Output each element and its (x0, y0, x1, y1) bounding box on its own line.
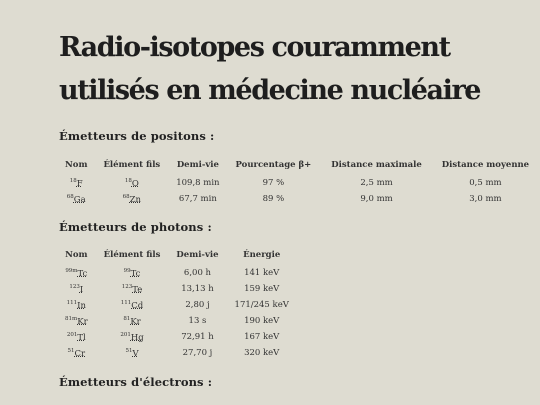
col-element-fils: Élément fils (103, 160, 161, 170)
table-row (57, 329, 297, 345)
col-pourcentage: Pourcentage β+ (235, 160, 312, 170)
col-nom: Nom (65, 160, 88, 170)
demi-vie-cell: 6,00 h (183, 268, 212, 278)
nom-cell (57, 265, 96, 281)
element-symbol[interactable]: Tc (77, 268, 88, 279)
section-heading-electrons: Émetteurs d'électrons : (59, 375, 213, 389)
mass-number: 51 (67, 347, 75, 354)
energie-cell: 171/245 keV (234, 300, 289, 310)
element-symbol[interactable]: Tl (77, 332, 86, 343)
col-energie: Énergie (243, 250, 281, 260)
mass-number: 68 (122, 193, 130, 200)
section-heading-positons: Émetteurs de positons : (59, 129, 215, 143)
energie-cell: 141 keV (244, 268, 280, 278)
mass-number: 18 (69, 177, 77, 184)
element-symbol[interactable]: Cd (131, 300, 144, 311)
table-row (57, 191, 537, 207)
demi-vie-cell: 2,80 j (185, 300, 210, 310)
distance-max-cell: 9,0 mm (360, 194, 393, 204)
demi-vie-cell: 13 s (188, 316, 207, 326)
distance-moy-cell: 3,0 mm (469, 194, 502, 204)
photons-table (57, 250, 297, 361)
element-symbol[interactable]: Zn (129, 194, 142, 205)
element-symbol[interactable]: Kr (77, 316, 88, 327)
distance-moy-cell: 0,5 mm (469, 178, 502, 188)
energie-cell: 159 keV (244, 284, 280, 294)
pourcentage-cell: 89 % (262, 194, 285, 204)
element-symbol[interactable]: Hg (130, 332, 144, 343)
element-symbol[interactable]: O (131, 178, 139, 189)
mass-number: 123 (121, 283, 133, 290)
col-demi-vie: Demi-vie (176, 160, 219, 170)
nom-cell (57, 281, 96, 297)
section-heading-photons: Émetteurs de photons : (59, 220, 212, 234)
demi-vie-cell: 72,91 h (181, 332, 214, 342)
table-header-row (57, 160, 537, 175)
table-row (57, 175, 537, 191)
table-row (57, 345, 297, 361)
energie-cell: 190 keV (244, 316, 280, 326)
element-fils-cell (96, 345, 169, 361)
mass-number: 201 (66, 331, 78, 338)
table-header-row (57, 250, 297, 265)
nom-cell (57, 175, 95, 191)
element-fils-cell (96, 265, 169, 281)
demi-vie-cell: 67,7 min (178, 194, 217, 204)
nom-cell (57, 191, 95, 207)
element-fils-cell (96, 297, 169, 313)
mass-number: 99m (65, 267, 78, 274)
element-symbol[interactable]: Tc (130, 268, 141, 279)
mass-number: 81 (123, 315, 131, 322)
energie-cell: 167 keV (244, 332, 280, 342)
distance-max-cell: 2,5 mm (360, 178, 393, 188)
element-symbol[interactable]: I (79, 284, 84, 295)
element-symbol[interactable]: In (77, 300, 86, 311)
element-fils-cell (96, 281, 169, 297)
pourcentage-cell: 97 % (262, 178, 285, 188)
table-row (57, 281, 297, 297)
col-element-fils: Élément fils (103, 250, 161, 260)
table-row (57, 297, 297, 313)
col-nom: Nom (65, 250, 88, 260)
element-symbol[interactable]: Te (132, 284, 143, 295)
positons-table (57, 160, 537, 207)
page-title: Radio-isotopes couramment utilisés en médecine nucléaire (59, 32, 481, 106)
table-row (57, 313, 297, 329)
element-fils-cell (95, 191, 168, 207)
mass-number: 111 (66, 299, 78, 306)
element-fils-cell (96, 313, 169, 329)
nom-cell (57, 329, 96, 345)
nom-cell (57, 313, 96, 329)
mass-number: 68 (66, 193, 74, 200)
element-symbol[interactable]: F (76, 178, 83, 189)
demi-vie-cell: 109,8 min (176, 178, 220, 188)
nom-cell (57, 297, 96, 313)
demi-vie-cell: 27,70 j (182, 348, 213, 358)
mass-number: 18 (124, 177, 132, 184)
energie-cell: 320 keV (244, 348, 280, 358)
element-fils-cell (96, 329, 169, 345)
element-symbol[interactable]: V (132, 348, 139, 359)
element-symbol[interactable]: Kr (130, 316, 141, 327)
mass-number: 81m (65, 315, 78, 322)
table-row (57, 265, 297, 281)
col-distance-max: Distance maximale (331, 160, 422, 170)
mass-number: 201 (120, 331, 131, 338)
demi-vie-cell: 13,13 h (181, 284, 214, 294)
mass-number: 111 (120, 299, 132, 306)
mass-number: 123 (69, 283, 80, 290)
col-demi-vie: Demi-vie (176, 250, 219, 260)
element-fils-cell (95, 175, 168, 191)
nom-cell (57, 345, 96, 361)
col-distance-moy: Distance moyenne (441, 160, 530, 170)
mass-number: 99 (123, 267, 131, 274)
mass-number: 51 (125, 347, 133, 354)
element-symbol[interactable]: Cr (74, 348, 86, 359)
element-symbol[interactable]: Ga (73, 194, 86, 205)
